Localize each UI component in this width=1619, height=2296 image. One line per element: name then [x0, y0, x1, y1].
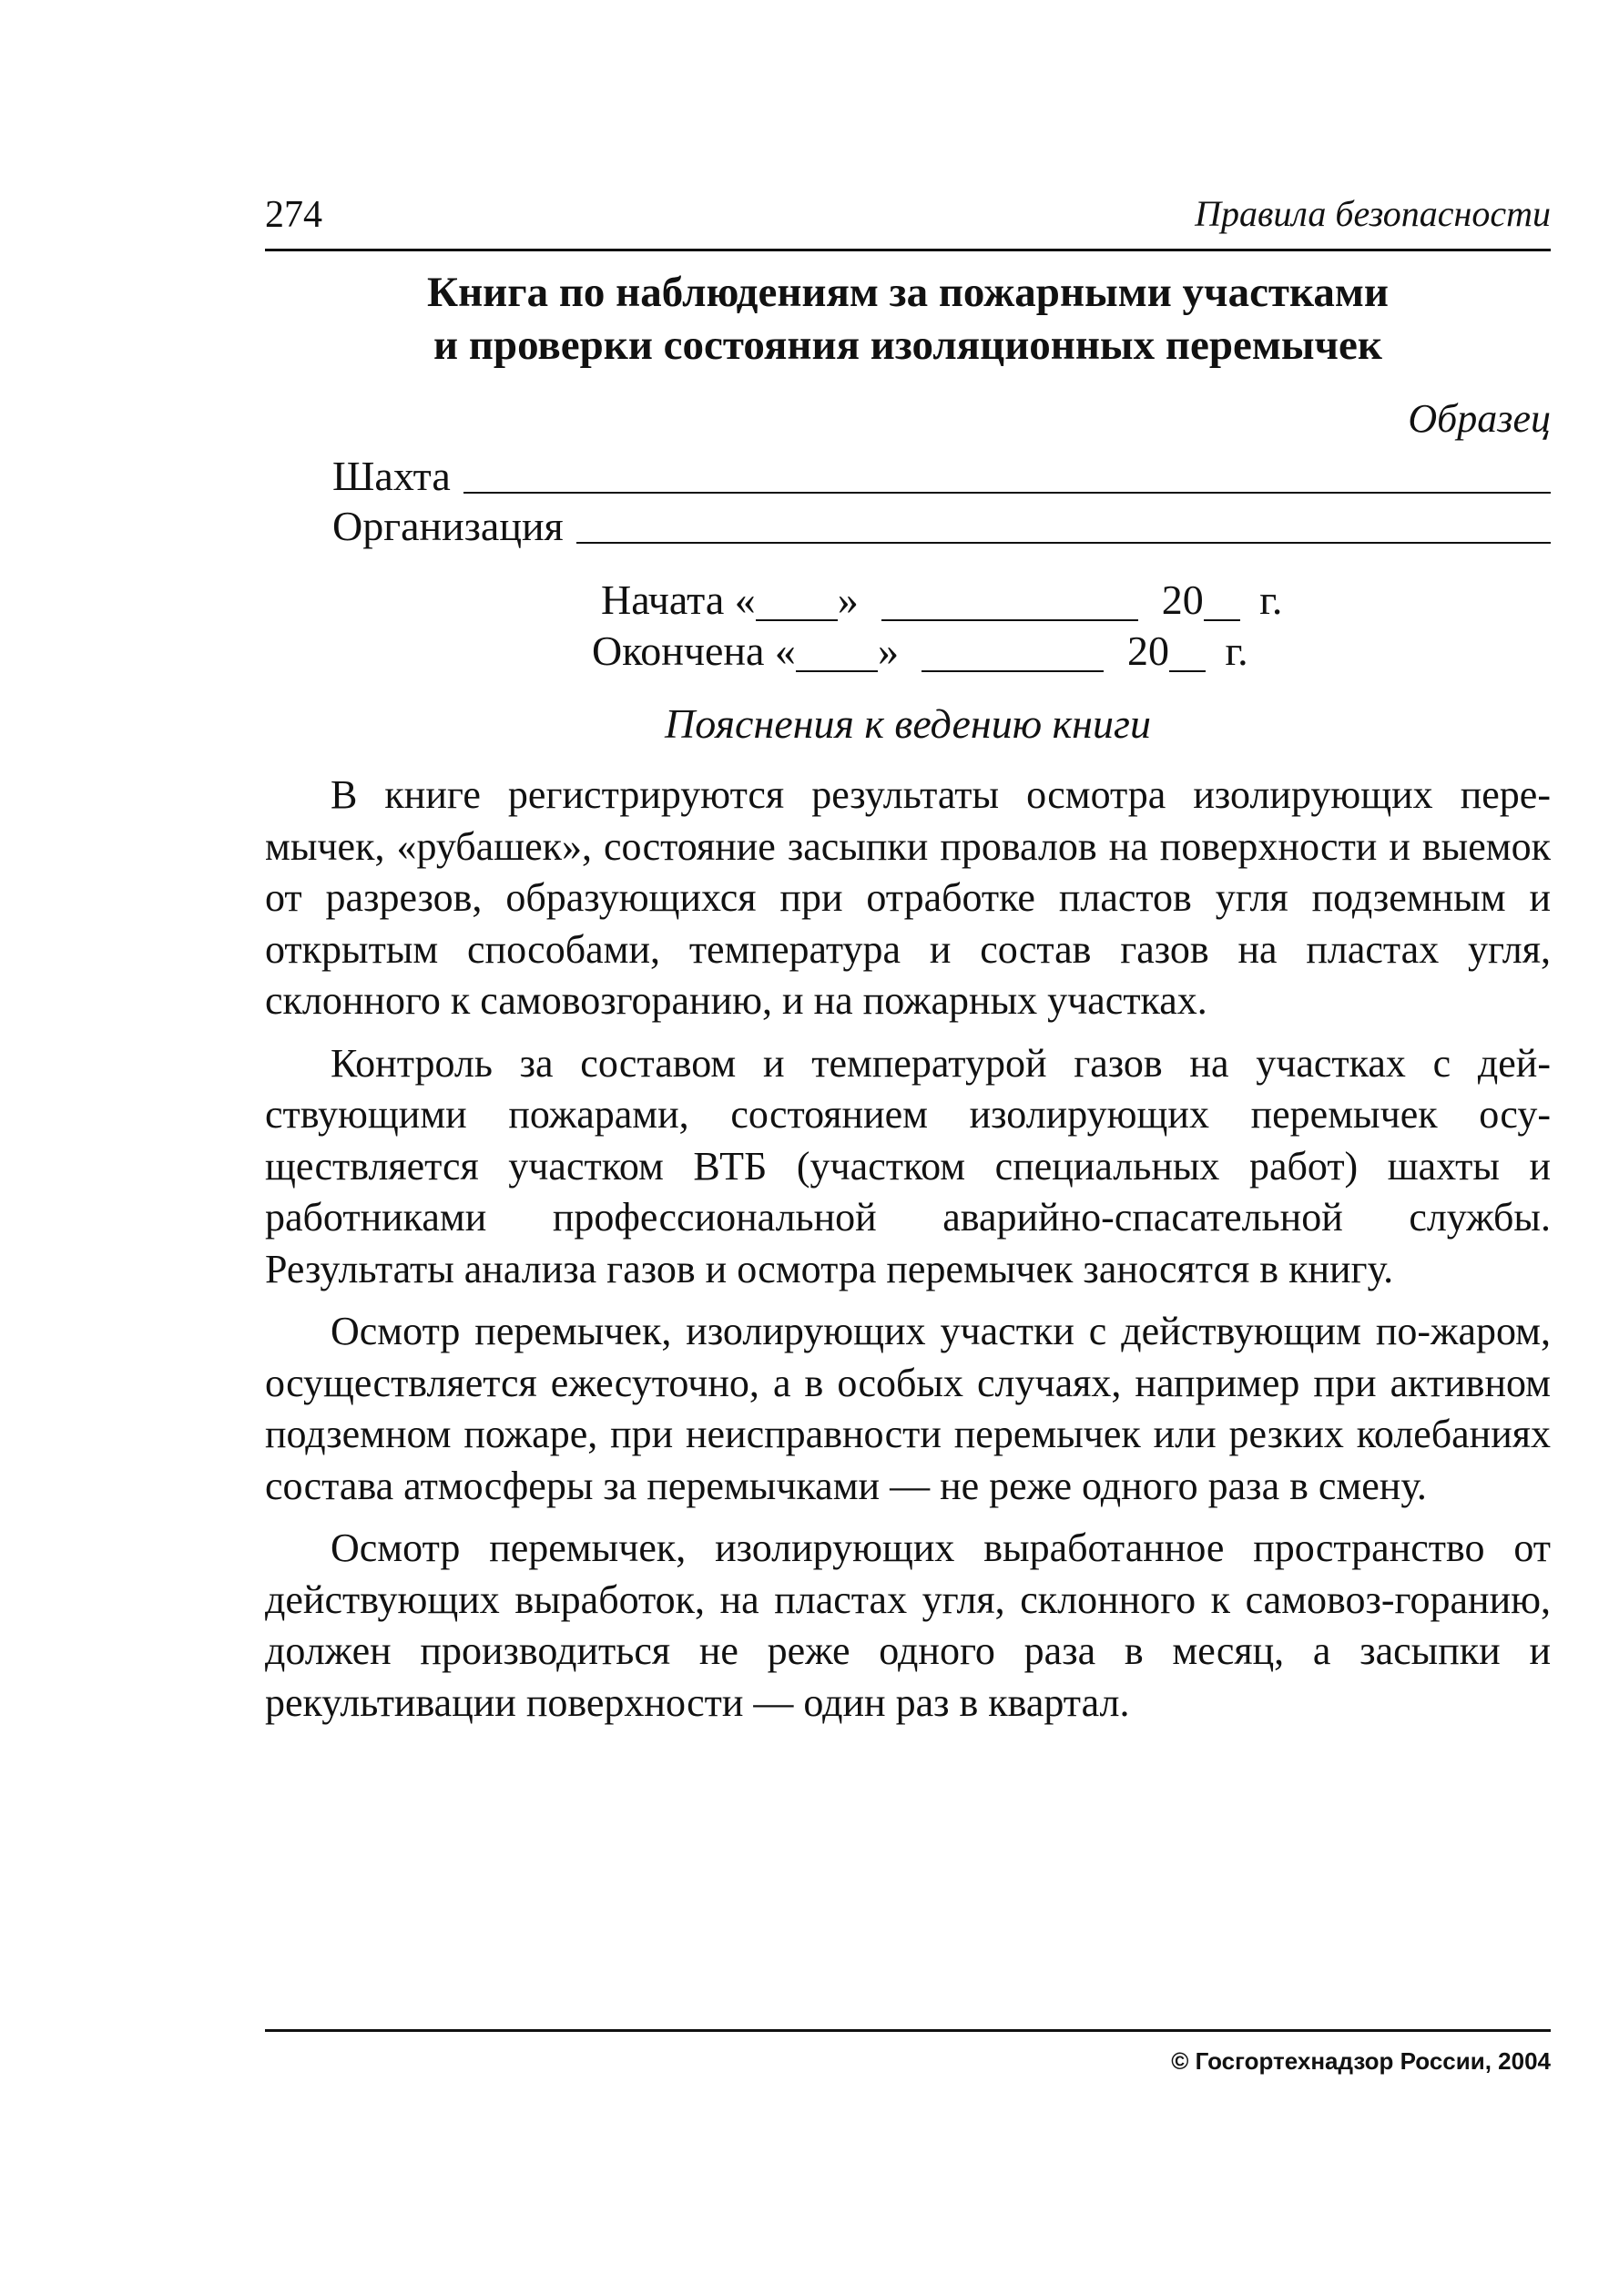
finished-year-suffix: г. — [1225, 628, 1248, 674]
started-day-blank — [756, 585, 838, 621]
finished-label: Окончена « — [592, 628, 796, 674]
finished-year-blank — [1169, 636, 1206, 672]
running-title: Правила безопасности — [1195, 193, 1551, 234]
paragraph-3: Осмотр перемычек, изолирующих участки с действующим по-жаром, осуществляется ежесуточно, а в особых случаях, например при активном подземном пожаре, при неисправности перемычек или резких колебаниях состава атмосферы за перемычками — не реже одного раза в смену. — [265, 1309, 1551, 1508]
started-year-suffix: г. — [1259, 577, 1283, 623]
started-date-row — [601, 579, 1282, 621]
started-month-blank — [881, 585, 1138, 621]
sample-label: Образец — [1408, 396, 1551, 441]
mine-field — [332, 455, 1551, 497]
mine-label: Шахта — [332, 453, 451, 499]
finished-close-quote: » — [877, 628, 899, 674]
page-header — [265, 194, 1551, 251]
paragraph-1: В книге регистрируются результаты осмотра изолирующих пере-мычек, «рубашек», состояние засыпки провалов на поверхности и выемок от разрезов, образующихся при отработке пластов угля подземным и открытым способами, температура и состав газов на пластах угля, склонного к самовозгоранию, и на пожарных участках. — [265, 772, 1551, 1023]
finished-month-blank — [922, 636, 1104, 672]
body-text — [265, 770, 1551, 1740]
finished-date-row — [592, 630, 1248, 672]
explanations-title: Пояснения к ведению книги — [665, 700, 1151, 747]
footer-copyright: © Госгортехнадзор России, 2004 — [1171, 2047, 1551, 2075]
finished-year-prefix: 20 — [1126, 628, 1169, 674]
organization-blank-line — [576, 541, 1551, 544]
footer-rule — [265, 2029, 1551, 2032]
title-line-2: и проверки состояния изоляционных перемычек — [433, 321, 1382, 369]
finished-day-blank — [796, 636, 878, 672]
started-year-prefix: 20 — [1161, 577, 1204, 623]
page-number: 274 — [265, 194, 322, 236]
title-line-1: Книга по наблюдениям за пожарными участками — [427, 269, 1389, 316]
organization-field — [332, 505, 1551, 547]
organization-label: Организация — [332, 503, 564, 549]
paragraph-4: Осмотр перемычек, изолирующих выработанное пространство от действующих выработок, на пластах угля, склонного к самовоз-горанию, должен производиться не реже одного раза в месяц, а засыпки и рекультивации поверхности — один раз в квартал. — [265, 1526, 1551, 1725]
started-label: Начата « — [601, 577, 756, 623]
started-close-quote: » — [837, 577, 859, 623]
started-year-blank — [1204, 585, 1240, 621]
document-title — [265, 266, 1551, 372]
paragraph-2: Контроль за составом и температурой газов на участках с дей-ствующими пожарами, состоянием изолирующих перемычек осу-ществляется участком ВТБ (участком специальных работ) шахты и работниками профессиональной аварийно-спасательной службы. Результаты анализа газов и осмотра перемычек заносятся в книгу. — [265, 1040, 1551, 1291]
mine-blank-line — [463, 491, 1551, 494]
